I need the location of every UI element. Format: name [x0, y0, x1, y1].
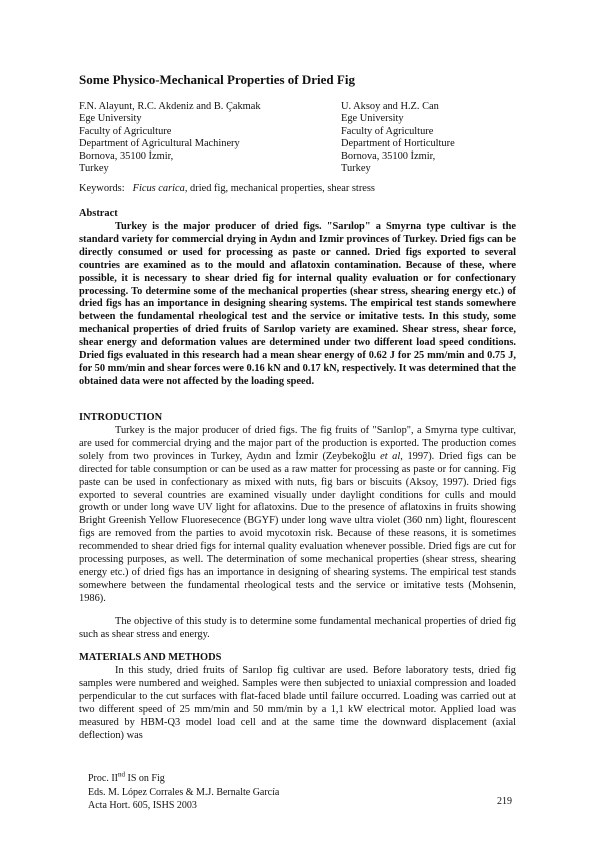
footer-is: IS on Fig [125, 773, 165, 784]
author-line: Ege University [341, 113, 404, 125]
proceedings-footer [88, 772, 279, 813]
keywords-italic: Ficus carica [132, 183, 185, 194]
author-line: Bornova, 35100 İzmir, [79, 150, 174, 162]
keywords-label: Keywords [79, 183, 122, 194]
author-line: U. Aksoy and H.Z. Can [341, 101, 439, 112]
author-line: Department of Horticulture [341, 138, 455, 150]
introduction-heading: INTRODUCTION [79, 412, 163, 423]
author-line: Bornova, 35100 İzmir, [341, 150, 436, 162]
author-line: Turkey [341, 163, 371, 175]
materials-methods-heading: MATERIALS AND METHODS [79, 652, 222, 663]
footer-line-1 [88, 772, 279, 786]
abstract-heading: Abstract [79, 208, 118, 219]
intro-text-b: , 1997). Dried figs can be directed for table consumption or can be used as a raw matter for processing as paste or for canning. Fig paste can be used in confectionary as mixed with nuts, fig bars or biscuits (Aksoy, 1997). Dried figs exported to several countries are examined visually under daylight conditions for culls and mould growth or under long wave UV light for aflatoxins. Due to the presence of aflatoxins in fruits showing Bright Greenish Yellow Fluoresecence (BGYF) under long wave ultra violet (360 nm) light, flourescent figs are removed from the parties to avoid mycotoxin risk. Because of these reasons, it is sometimes recommended to shear dried figs for internal quality evaluation whenever possible. Dried figs are cut for processing purposes, as well. The determination of some mechanical properties (shear stress, shearing energy etc.) of dried figs has an importance in designing of shearing systems. The empirical test stands somewhere between the fundamental rheological tests and the service or imitative tests (Mohsenin, 1986). [79, 450, 516, 604]
author-line: Faculty of Agriculture [79, 125, 172, 137]
footer-line-2: Eds. M. López Corrales & M.J. Bernalte García [88, 786, 280, 798]
keywords-rest: , dried fig, mechanical properties, shear stress [184, 183, 375, 194]
author-line: Faculty of Agriculture [341, 125, 434, 137]
intro-text-italic: et al [380, 450, 401, 462]
keywords-line [79, 183, 375, 194]
keywords-colon: : [121, 183, 125, 194]
footer-sup: nd [118, 770, 125, 779]
footer-line-3: Acta Hort. 605, ISHS 2003 [88, 800, 197, 812]
author-line: Department of Agricultural Machinery [79, 138, 240, 150]
author-line: F.N. Alayunt, R.C. Akdeniz and B. Çakmak [79, 101, 261, 112]
author-block-right [341, 101, 531, 175]
footer-proc: Proc. II [88, 773, 118, 784]
materials-methods-paragraph: In this study, dried fruits of Sarılop fig cultivar are used. Before laboratory tests, dried fig samples were numbered and weighed. Samples were then subjected to uniaxial compression and loaded perpendicular to the cut surfaces with flat-faced blade until failure occurred. Loading was carried out at two different speed of 25 mm/min and 50 mm/min by a 1,1 kW electrical motor. Applied load was measured by HBM-Q3 model load cell and at the same time the downward displacement (axial deflection) was [79, 665, 516, 741]
author-block-left [79, 101, 329, 175]
introduction-paragraph [79, 425, 516, 606]
author-line: Turkey [79, 163, 109, 175]
abstract-text: Turkey is the major producer of dried figs. "Sarılop" a Smyrna type cultivar is the standard variety for commercial drying in Aydın and Izmir provinces of Turkey. Dried figs can be directly consumed or used for processing as paste or canned. Dried figs exported to several countries are examined as to the mould and aflatoxin contamination. Because of these, where possible, it is necessary to shear dried fig for internal quality evaluation or for confectionary processing. To determine some of the mechanical properties (shear stress, shearing energy etc.) of dried figs has an importance in designing shearing systems. The empirical test stands somewhere between the fundamental rheological test and the service or imitative tests. In this study, some mechanical properties of dried fruits of Sarılop variety are examined. Shear stress, shear force, shear energy and deformation values are determined under two different load speed conditions. Dried figs evaluated in this research had a mean shear energy of 0.62 J for 25 mm/min and 0.75 J, for 50 mm/min and shear forces were 0.16 kN and 0.17 kN, respectively. It was determined that the obtained data were not affected by the loading speed. [79, 221, 516, 387]
paper-title: Some Physico-Mechanical Properties of Dried Fig [79, 72, 355, 87]
page-number: 219 [497, 796, 512, 807]
intro-text-a: Turkey is the major producer of dried figs. The fig fruits of "Sarılop", a Smyrna type cultivar, are used for commercial drying and the major part of the production is exported. The production comes solely from two provinces in Turkey, Aydın and İzmir (Zeybekoğlu [79, 425, 516, 462]
author-line: Ege University [79, 113, 142, 125]
objective-paragraph: The objective of this study is to determine some fundamental mechanical properties of dried fig such as shear stress and energy. [79, 616, 516, 640]
